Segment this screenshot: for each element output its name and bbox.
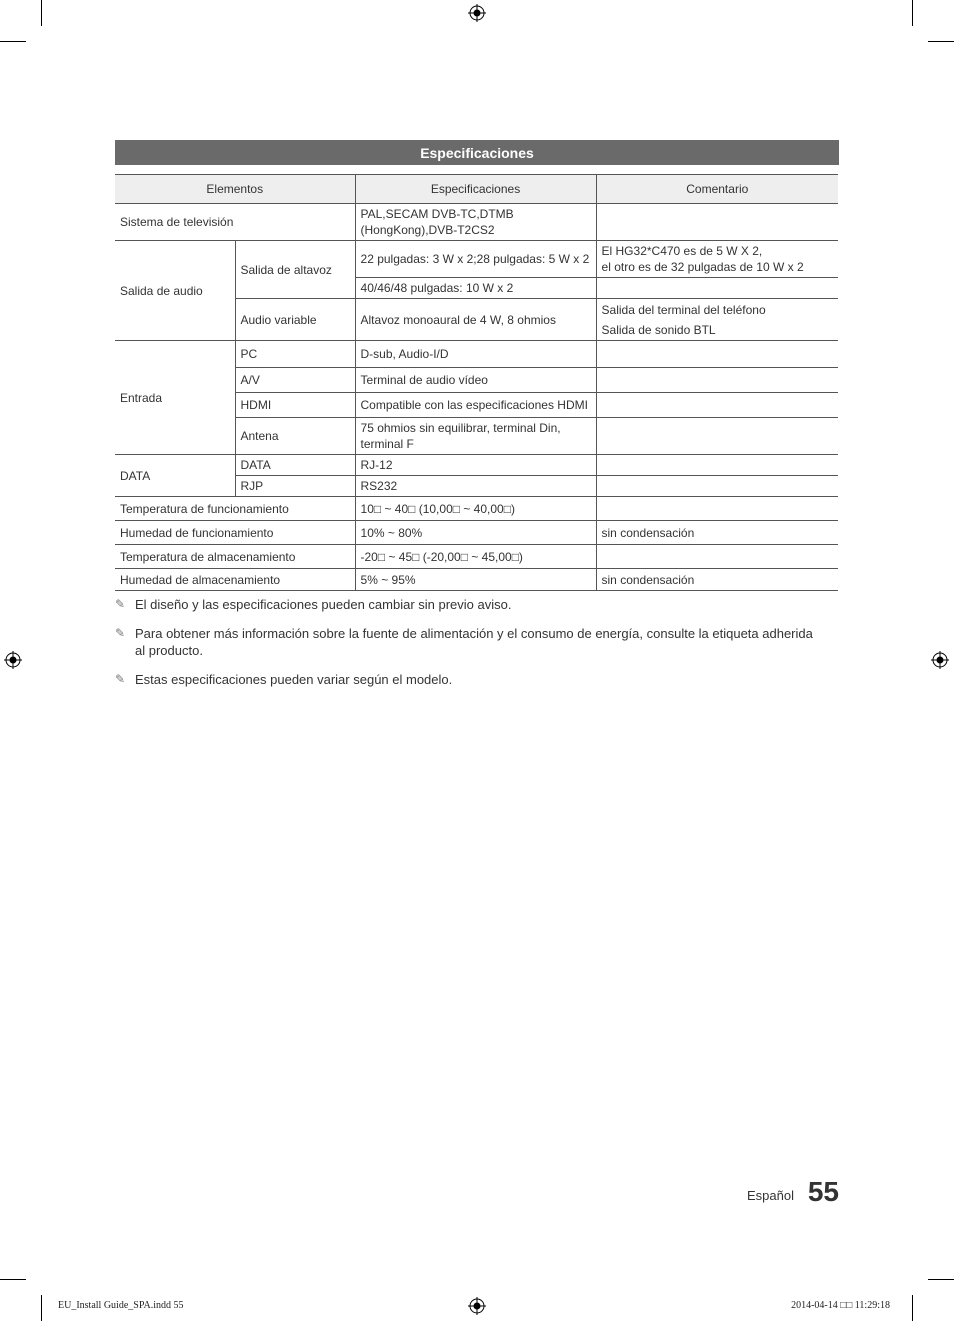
spec-cell: Compatible con las especificaciones HDMI bbox=[355, 393, 596, 418]
registration-mark-icon bbox=[931, 651, 949, 669]
slug-filename: EU_Install Guide_SPA.indd 55 bbox=[58, 1300, 184, 1311]
crop-mark bbox=[912, 0, 913, 26]
comment-cell bbox=[596, 497, 838, 521]
comment-cell bbox=[596, 393, 838, 418]
note-text: Para obtener más información sobre la fuente de alimentación y el consumo de energía, consulte la etiqueta adherida al producto. bbox=[135, 626, 813, 658]
crop-mark bbox=[928, 1279, 954, 1280]
row-label: Salida de audio bbox=[115, 241, 235, 341]
spec-cell: -20□ ~ 45□ (-20,00□ ~ 45,00□) bbox=[355, 545, 596, 569]
sub-label: Antena bbox=[235, 418, 355, 455]
table-row bbox=[115, 204, 838, 241]
specifications-table bbox=[115, 174, 838, 591]
slug-date: 2014-04-14 □□ 11:29:18 bbox=[791, 1300, 890, 1311]
column-header: Comentario bbox=[596, 175, 838, 204]
spec-cell: 10% ~ 80% bbox=[355, 521, 596, 545]
crop-mark bbox=[912, 1295, 913, 1321]
spec-cell: 40/46/48 pulgadas: 10 W x 2 bbox=[355, 278, 596, 299]
note-text: El diseño y las especificaciones pueden cambiar sin previo aviso. bbox=[135, 597, 512, 612]
comment-line: El HG32*C470 es de 5 W X 2, bbox=[601, 244, 763, 258]
spec-cell: 5% ~ 95% bbox=[355, 569, 596, 591]
column-header: Especificaciones bbox=[355, 175, 596, 204]
table-row bbox=[115, 455, 838, 476]
sub-label: DATA bbox=[235, 455, 355, 476]
crop-mark bbox=[928, 41, 954, 42]
spec-cell: D-sub, Audio-I/D bbox=[355, 341, 596, 368]
list-item bbox=[115, 671, 815, 688]
page-number: 55 bbox=[807, 1176, 839, 1207]
spec-cell: RJ-12 bbox=[355, 455, 596, 476]
comment-cell bbox=[596, 278, 838, 299]
spec-cell: RS232 bbox=[355, 476, 596, 497]
row-label: Humedad de funcionamiento bbox=[115, 521, 355, 545]
table-row bbox=[115, 241, 838, 278]
table-header-row bbox=[115, 175, 838, 204]
crop-mark bbox=[41, 1295, 42, 1321]
sub-label: RJP bbox=[235, 476, 355, 497]
pencil-note-icon: ✎ bbox=[115, 626, 126, 640]
spec-cell: Altavoz monoaural de 4 W, 8 ohmios bbox=[355, 299, 596, 341]
row-label: Temperatura de funcionamiento bbox=[115, 497, 355, 521]
row-label: Entrada bbox=[115, 341, 235, 455]
comment-line: Salida de sonido BTL bbox=[601, 322, 716, 337]
table-row bbox=[115, 545, 838, 569]
list-item bbox=[115, 596, 815, 613]
column-header: Elementos bbox=[115, 175, 355, 204]
spec-cell: 10□ ~ 40□ (10,00□ ~ 40,00□) bbox=[355, 497, 596, 521]
footer-language: Español bbox=[747, 1188, 794, 1203]
crop-mark bbox=[0, 1279, 26, 1280]
section-title: Especificaciones bbox=[115, 140, 839, 165]
comment-cell bbox=[596, 418, 838, 455]
list-item bbox=[115, 625, 815, 659]
sub-label: HDMI bbox=[235, 393, 355, 418]
spec-cell: Terminal de audio vídeo bbox=[355, 368, 596, 393]
crop-mark bbox=[0, 41, 26, 42]
sub-label: A/V bbox=[235, 368, 355, 393]
comment-cell: sin condensación bbox=[596, 569, 838, 591]
sub-label: PC bbox=[235, 341, 355, 368]
row-label: DATA bbox=[115, 455, 235, 497]
sub-label: Salida de altavoz bbox=[235, 241, 355, 299]
registration-mark-icon bbox=[4, 651, 22, 669]
comment-cell bbox=[596, 204, 838, 241]
sub-label: Audio variable bbox=[235, 299, 355, 341]
comment-cell bbox=[596, 241, 838, 278]
notes-list bbox=[115, 596, 815, 700]
comment-cell bbox=[596, 455, 838, 476]
table-row bbox=[115, 497, 838, 521]
row-label: Sistema de televisión bbox=[115, 204, 355, 241]
comment-line: Salida del terminal del teléfono bbox=[601, 302, 766, 317]
table-row bbox=[115, 341, 838, 368]
pencil-note-icon: ✎ bbox=[115, 672, 126, 686]
comment-cell bbox=[596, 368, 838, 393]
comment-cell bbox=[596, 545, 838, 569]
registration-mark-icon bbox=[468, 1297, 486, 1315]
comment-cell bbox=[596, 299, 838, 341]
spec-cell: 75 ohmios sin equilibrar, terminal Din, terminal F bbox=[355, 418, 596, 455]
table-row bbox=[115, 521, 838, 545]
comment-cell bbox=[596, 476, 838, 497]
spec-cell: PAL,SECAM DVB-TC,DTMB (HongKong),DVB-T2CS2 bbox=[355, 204, 596, 241]
pencil-note-icon: ✎ bbox=[115, 597, 126, 611]
row-label: Temperatura de almacenamiento bbox=[115, 545, 355, 569]
registration-mark-icon bbox=[468, 4, 486, 22]
row-label: Humedad de almacenamiento bbox=[115, 569, 355, 591]
comment-cell bbox=[596, 341, 838, 368]
spec-cell: 22 pulgadas: 3 W x 2;28 pulgadas: 5 W x 2 bbox=[355, 241, 596, 278]
note-text: Estas especificaciones pueden variar según el modelo. bbox=[135, 672, 453, 687]
table-row bbox=[115, 569, 838, 591]
crop-mark bbox=[41, 0, 42, 26]
comment-cell: sin condensación bbox=[596, 521, 838, 545]
comment-line: el otro es de 32 pulgadas de 10 W x 2 bbox=[601, 260, 804, 274]
